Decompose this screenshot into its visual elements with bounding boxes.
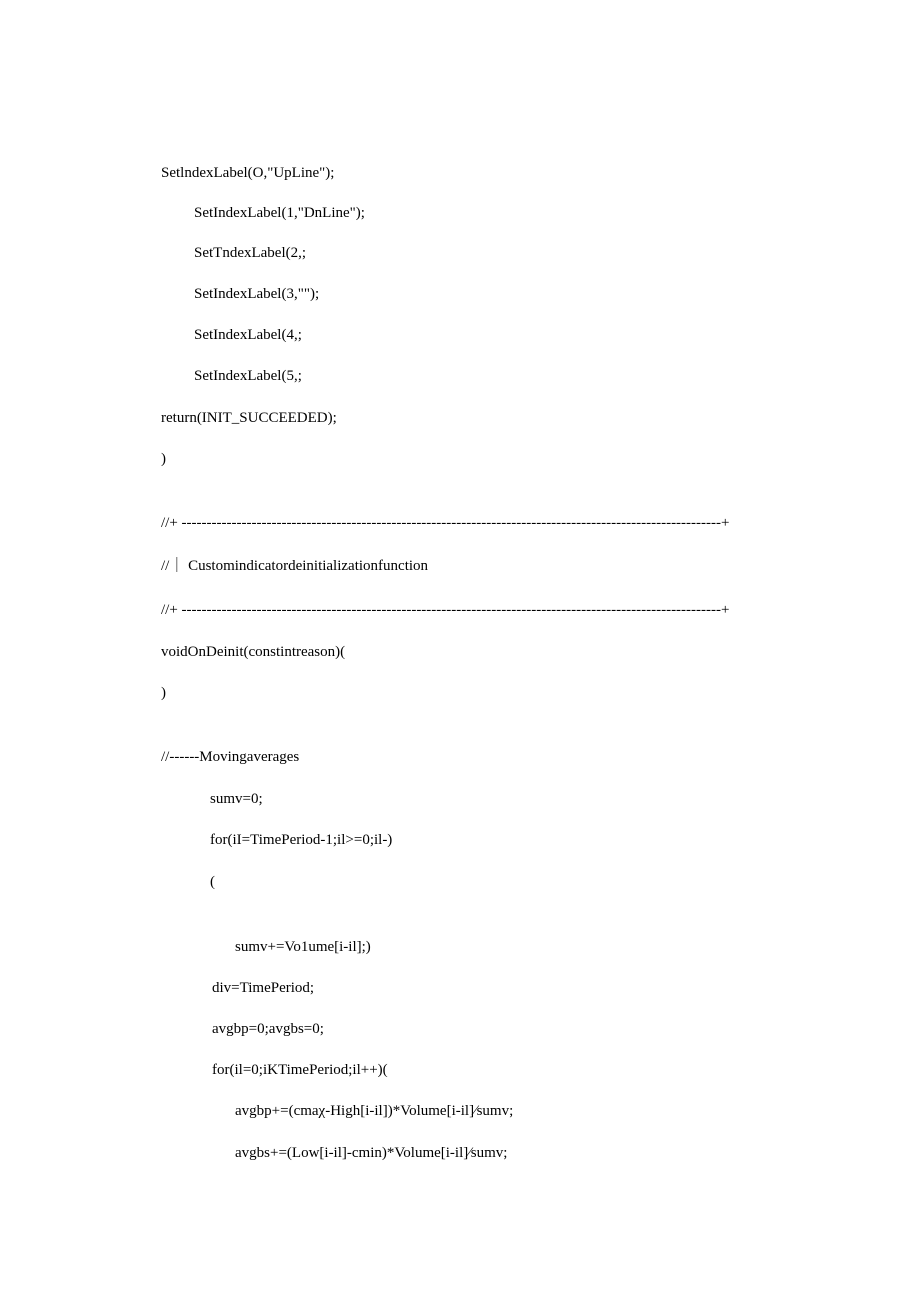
- code-line: SetIndexLabel(4,;: [194, 327, 302, 343]
- code-line: avgbp+=(cmaχ-High[i-il])*Volume[i-il]⁄sumv;: [235, 1103, 514, 1119]
- code-line: ): [161, 451, 166, 467]
- code-line: sumv=0;: [210, 791, 263, 807]
- code-line: SetIndexLabel(3,"");: [194, 286, 320, 302]
- code-line: avgbs+=(Low[i-il]-cmin)*Volume[i-il]⁄sumv;: [235, 1145, 508, 1161]
- code-line: return(INIT_SUCCEEDED);: [161, 410, 337, 426]
- code-line: voidOnDeinit(constintreason)(: [161, 644, 346, 660]
- comment-line: //------Movingaverages: [161, 749, 300, 765]
- code-line: avgbp=0;avgbs=0;: [212, 1021, 324, 1037]
- code-line: SetIndexLabel(5,;: [194, 368, 302, 384]
- code-line: div=TimePeriod;: [212, 980, 315, 996]
- separator-line: //+ ------------------------------------------------------------------------------------------------------------+: [161, 602, 730, 618]
- comment-line: //｜ Customindicatordeinitializationfunction: [161, 558, 429, 574]
- code-line: for(iI=TimePeriod-1;il>=0;il-): [210, 832, 393, 848]
- code-line: SetlndexLabel(O,"UpLine");: [161, 165, 335, 181]
- code-line: (: [210, 874, 215, 890]
- code-line: sumv+=Vo1ume[i-il];): [235, 939, 371, 955]
- code-line: SetTndexLabel(2,;: [194, 245, 307, 261]
- separator-line: //+ ------------------------------------------------------------------------------------------------------------+: [161, 515, 730, 531]
- code-line: for(il=0;iKTimePeriod;il++)(: [212, 1062, 388, 1078]
- code-line: ): [161, 685, 166, 701]
- code-line: SetIndexLabel(1,"DnLine");: [194, 205, 365, 221]
